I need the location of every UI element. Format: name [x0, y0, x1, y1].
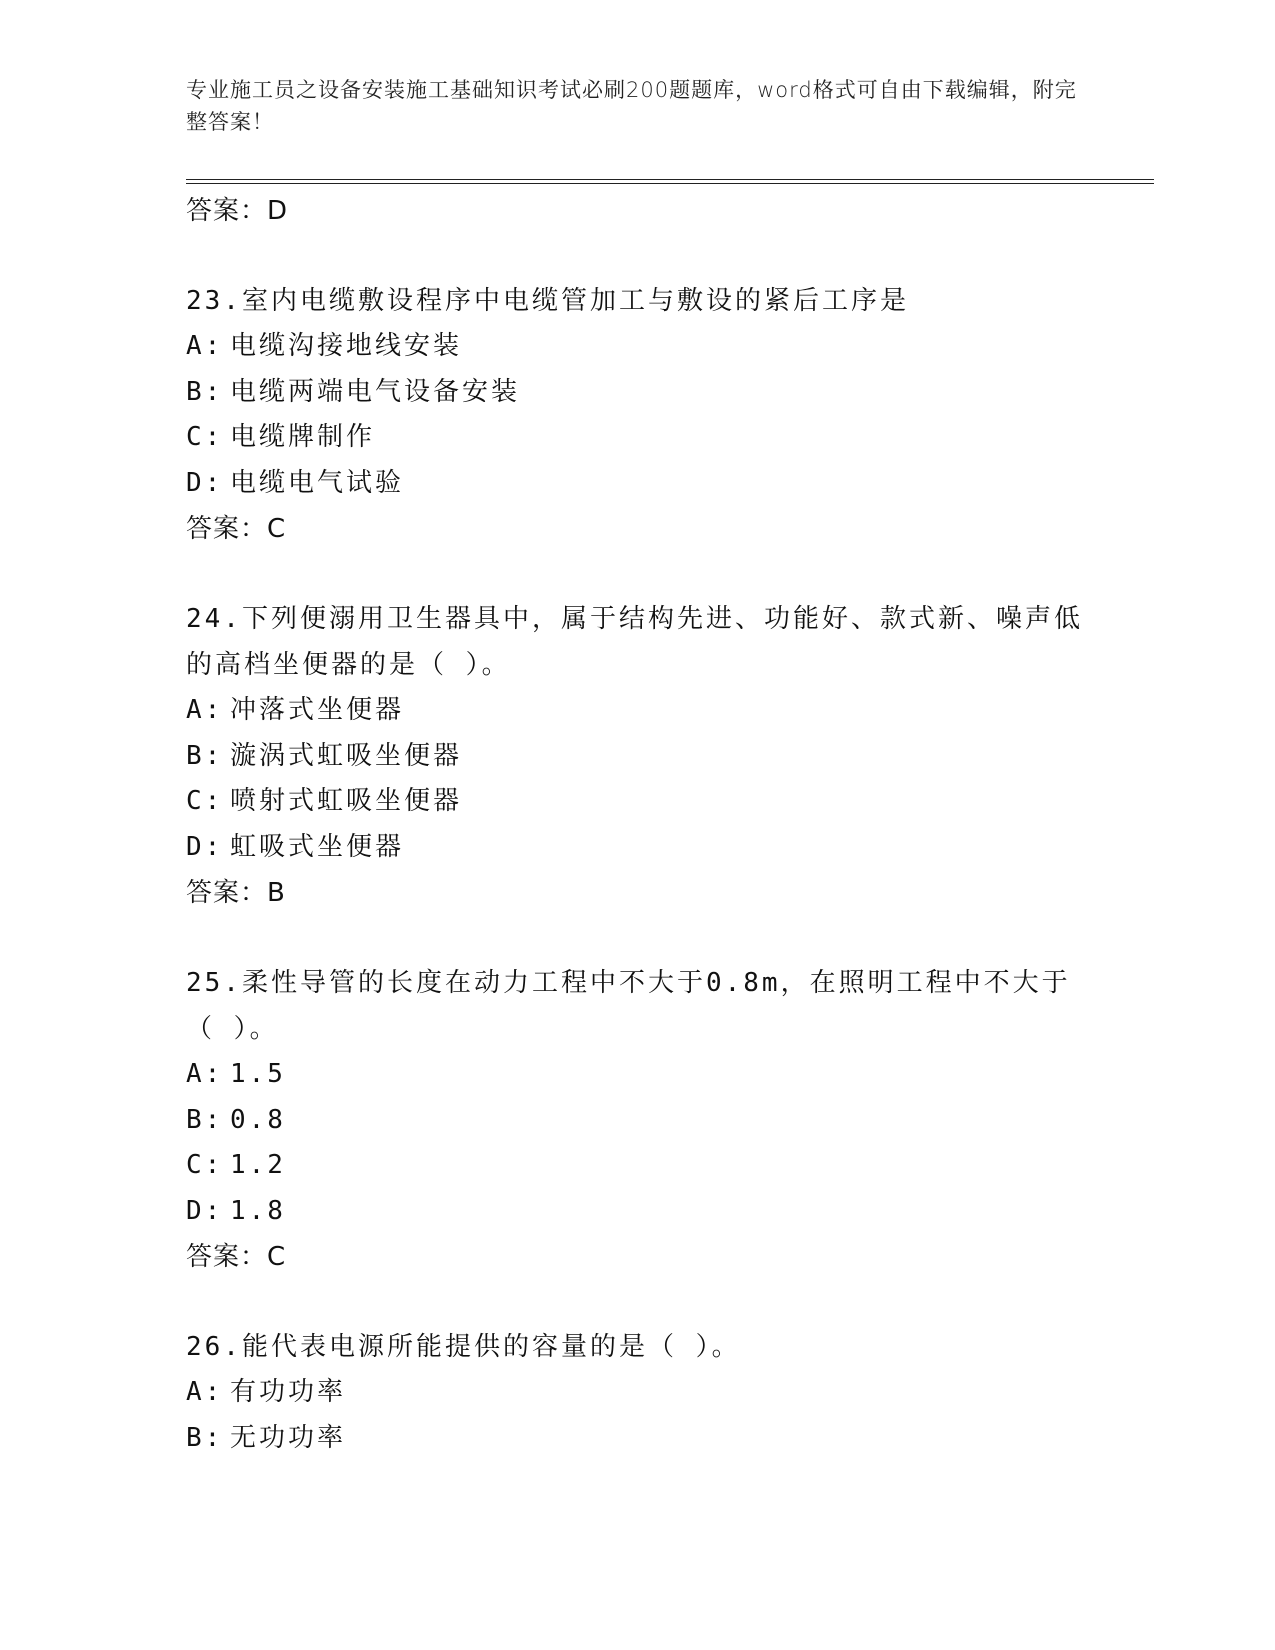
page-header: 专业施工员之设备安装施工基础知识考试必刷200题题库，word格式可自由下载编辑，附完整答案！ — [186, 78, 1077, 134]
option-text: 虹吸式坐便器 — [230, 831, 405, 862]
question-stem: 26.能代表电源所能提供的容量的是（ ）。 — [186, 1332, 741, 1362]
option-a — [186, 324, 1086, 370]
option-a — [186, 688, 1086, 734]
question-stem: 24.下列便溺用卫生器具中，属于结构先进、功能好、款式新、噪声低的高档坐便器的是（ ）。 — [186, 604, 1083, 680]
option-d — [186, 825, 1086, 871]
option-text: 1.5 — [230, 1059, 286, 1089]
option-text: 冲落式坐便器 — [230, 695, 405, 725]
option-text: 漩涡式虹吸坐便器 — [230, 740, 463, 771]
option-text: 电缆两端电气设备安装 — [230, 376, 521, 407]
header-divider-top — [186, 179, 1154, 180]
question-block — [186, 1324, 1086, 1461]
answer-line: 答案：B — [186, 878, 286, 908]
option-text: 电缆电气试验 — [230, 467, 405, 498]
question-stem: 23.室内电缆敷设程序中电缆管加工与敷设的紧后工序是 — [186, 286, 909, 316]
option-letter: C: — [186, 1150, 224, 1180]
option-letter: A: — [186, 1059, 224, 1089]
question-list — [186, 188, 1086, 1461]
option-letter: D: — [186, 467, 224, 498]
option-letter: D: — [186, 1195, 224, 1226]
option-c — [186, 1143, 1086, 1189]
header-divider-bottom — [186, 183, 1154, 184]
option-b — [186, 370, 1086, 416]
option-letter: D: — [186, 831, 224, 862]
option-letter: C: — [186, 422, 224, 452]
question-stem: 25.柔性导管的长度在动力工程中不大于0.8m，在照明工程中不大于（ ）。 — [186, 968, 1071, 1044]
option-text: 1.2 — [230, 1150, 286, 1180]
option-text: 1.8 — [230, 1195, 286, 1226]
option-a — [186, 1052, 1086, 1098]
option-text: 无功功率 — [230, 1422, 347, 1453]
answer-line: 答案：D — [186, 196, 289, 226]
question-block — [186, 596, 1086, 916]
option-letter: A: — [186, 695, 224, 725]
option-text: 有功功率 — [230, 1377, 347, 1407]
question-block — [186, 960, 1086, 1280]
answer-line: 答案：C — [186, 1242, 287, 1272]
answer-line: 答案：C — [186, 514, 287, 544]
option-letter: B: — [186, 1104, 224, 1135]
option-text: 电缆沟接地线安装 — [230, 331, 463, 361]
option-letter: B: — [186, 740, 224, 771]
option-letter: B: — [186, 1422, 224, 1453]
option-letter: B: — [186, 376, 224, 407]
option-letter: A: — [186, 331, 224, 361]
option-letter: A: — [186, 1377, 224, 1407]
option-d — [186, 1189, 1086, 1235]
option-text: 电缆牌制作 — [230, 422, 376, 452]
option-c — [186, 779, 1086, 825]
option-b — [186, 1098, 1086, 1144]
option-letter: C: — [186, 786, 224, 816]
option-text: 0.8 — [230, 1104, 286, 1135]
option-a — [186, 1370, 1086, 1416]
option-c — [186, 415, 1086, 461]
option-text: 喷射式虹吸坐便器 — [230, 786, 463, 816]
question-block — [186, 278, 1086, 552]
option-b — [186, 734, 1086, 780]
option-b — [186, 1416, 1086, 1462]
option-d — [186, 461, 1086, 507]
